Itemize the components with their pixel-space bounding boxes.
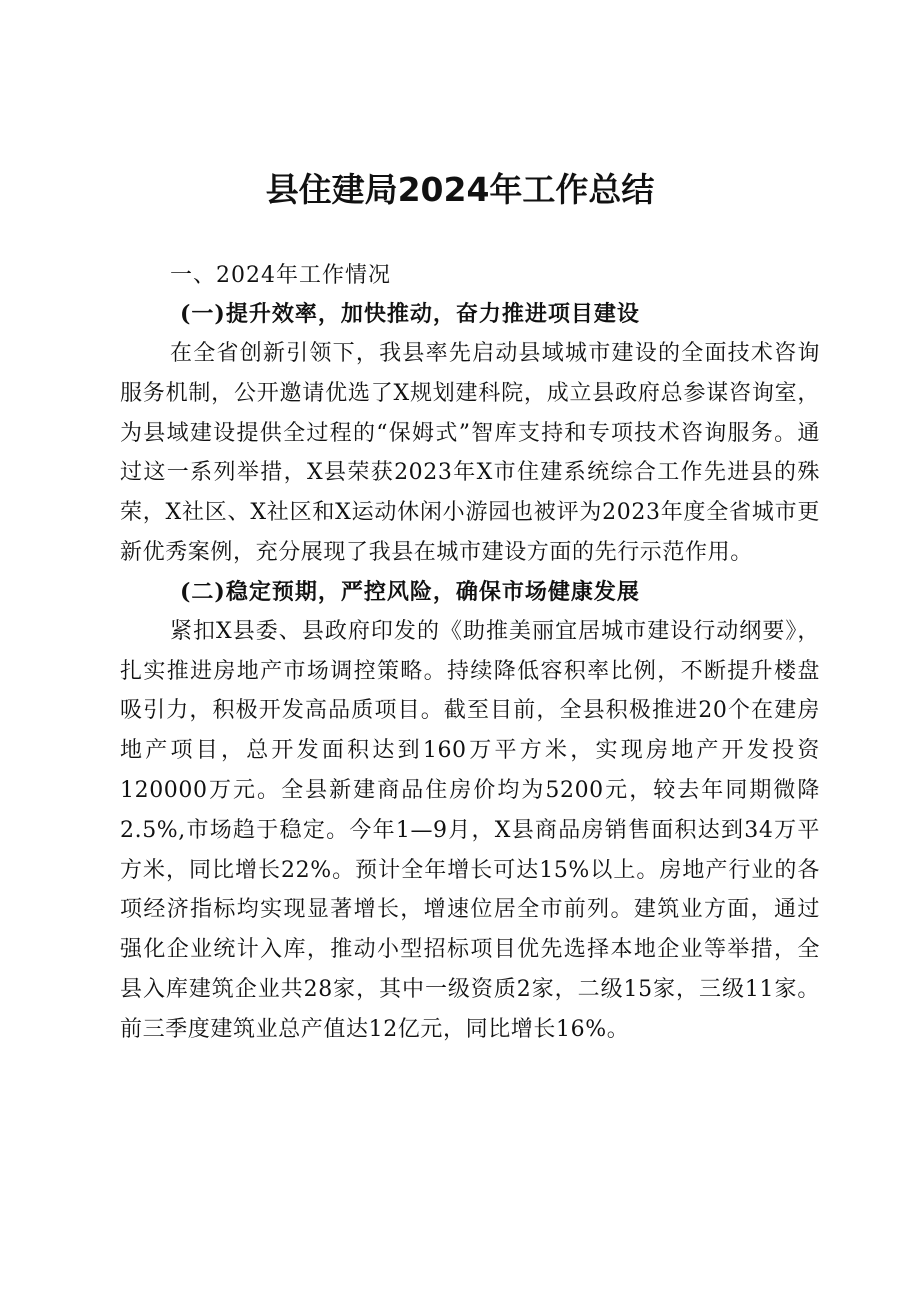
document-title: 县住建局2024年工作总结 bbox=[265, 170, 655, 209]
paragraph-1: 在全省创新引领下，我县率先启动县域城市建设的全面技术咨询服务机制，公开邀请优选了X规划建科院，成立县政府总参谋咨询室，为县域建设提供全过程的“保姆式”智库支持和专项技术咨询服务。通过这一系列举措，X县荣获2023年X市住建系统综合工作先进县的殊荣，X社区、X社区和X运动休闲小游园也被评为2023年度全省城市更新优秀案例，充分展现了我县在城市建设方面的先行示范作用。 bbox=[120, 341, 820, 565]
document-body bbox=[120, 256, 820, 1050]
section-heading: 一、2024年工作情况 bbox=[170, 263, 391, 288]
subsection-heading-2: (二)稳定预期，严控风险，确保市场健康发展 bbox=[180, 578, 640, 605]
paragraph-2: 紧扣X县委、县政府印发的《助推美丽宜居城市建设行动纲要》，扎实推进房地产市场调控策略。持续降低容积率比例，不断提升楼盘吸引力，积极开发高品质项目。截至目前，全县积极推进20个在建房地产项目，总开发面积达到160万平方米，实现房地产开发投资120000万元。全县新建商品住房价均为5200元，较去年同期微降2.5%,市场趋于稳定。今年1—9月，X县商品房销售面积达到34万平方米，同比增长22%。预计全年增长可达15%以上。房地产行业的各项经济指标均实现显著增长，增速位居全市前列。建筑业方面，通过强化企业统计入库，推动小型招标项目优先选择本地企业等举措，全县入库建筑企业共28家，其中一级资质2家，二级15家，三级11家。前三季度建筑业总产值达12亿元，同比增长16%。 bbox=[120, 618, 820, 1042]
subsection-heading-1: (一)提升效率，加快推动，奋力推进项目建设 bbox=[180, 301, 640, 327]
